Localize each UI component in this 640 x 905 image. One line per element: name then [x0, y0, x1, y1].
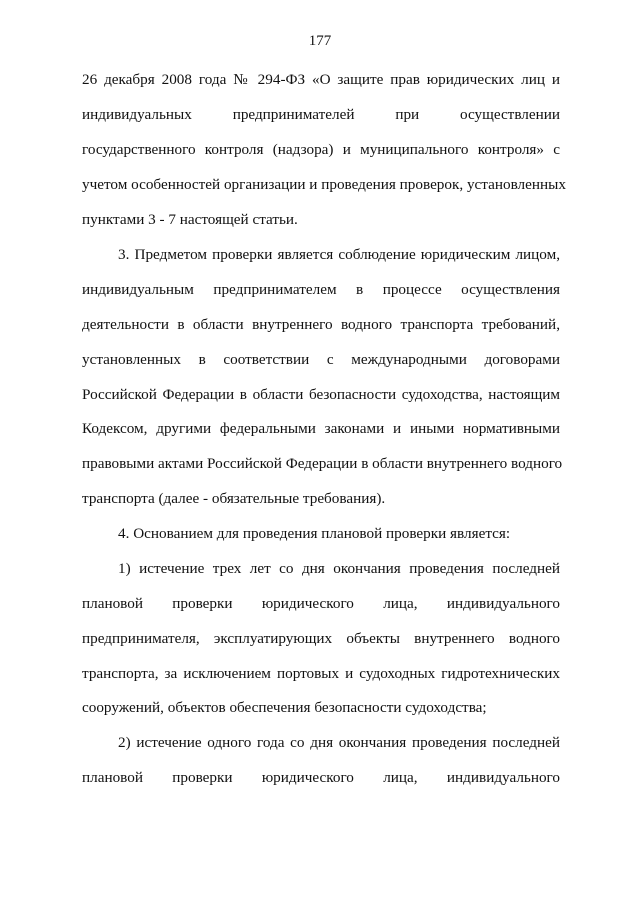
text-line: правовыми актами Российской Федерации в области внутреннего водного — [82, 455, 563, 472]
page-number: 177 — [308, 33, 332, 49]
text-line: Кодексом, другими федеральными законами и иными нормативными — [82, 420, 560, 437]
text-line: Российской Федерации в области безопасности судоходства, настоящим — [82, 386, 560, 403]
text-line: деятельности в области внутреннего водного транспорта требований, — [82, 316, 560, 333]
text-line: 1) истечение трех лет со дня окончания проведения последней — [118, 560, 560, 577]
text-line: плановой проверки юридического лица, индивидуального — [82, 769, 560, 786]
text-line: пунктами 3 - 7 настоящей статьи. — [82, 211, 298, 228]
text-line: транспорта, за исключением портовых и судоходных гидротехнических — [82, 665, 560, 682]
text-line: установленных в соответствии с международными договорами — [82, 351, 560, 368]
text-line: сооружений, объектов обеспечения безопасности судоходства; — [82, 699, 487, 716]
text-line: плановой проверки юридического лица, индивидуального — [82, 595, 560, 612]
text-line: государственного контроля (надзора) и муниципального контроля» с — [82, 141, 560, 158]
text-line: 26 декабря 2008 года № 294-ФЗ «О защите прав юридических лиц и — [82, 71, 560, 88]
text-line: 4. Основанием для проведения плановой проверки является: — [118, 525, 511, 542]
text-line: предпринимателя, эксплуатирующих объекты внутреннего водного — [82, 630, 560, 647]
text-line: индивидуальным предпринимателем в процессе осуществления — [82, 281, 560, 298]
text-line: 2) истечение одного года со дня окончания проведения последней — [118, 734, 560, 751]
text-line: учетом особенностей организации и проведения проверок, установленных — [82, 176, 566, 193]
text-line: транспорта (далее - обязательные требования). — [82, 490, 386, 507]
text-line: индивидуальных предпринимателей при осуществлении — [82, 106, 560, 123]
text-line: 3. Предметом проверки является соблюдение юридическим лицом, — [118, 246, 560, 263]
